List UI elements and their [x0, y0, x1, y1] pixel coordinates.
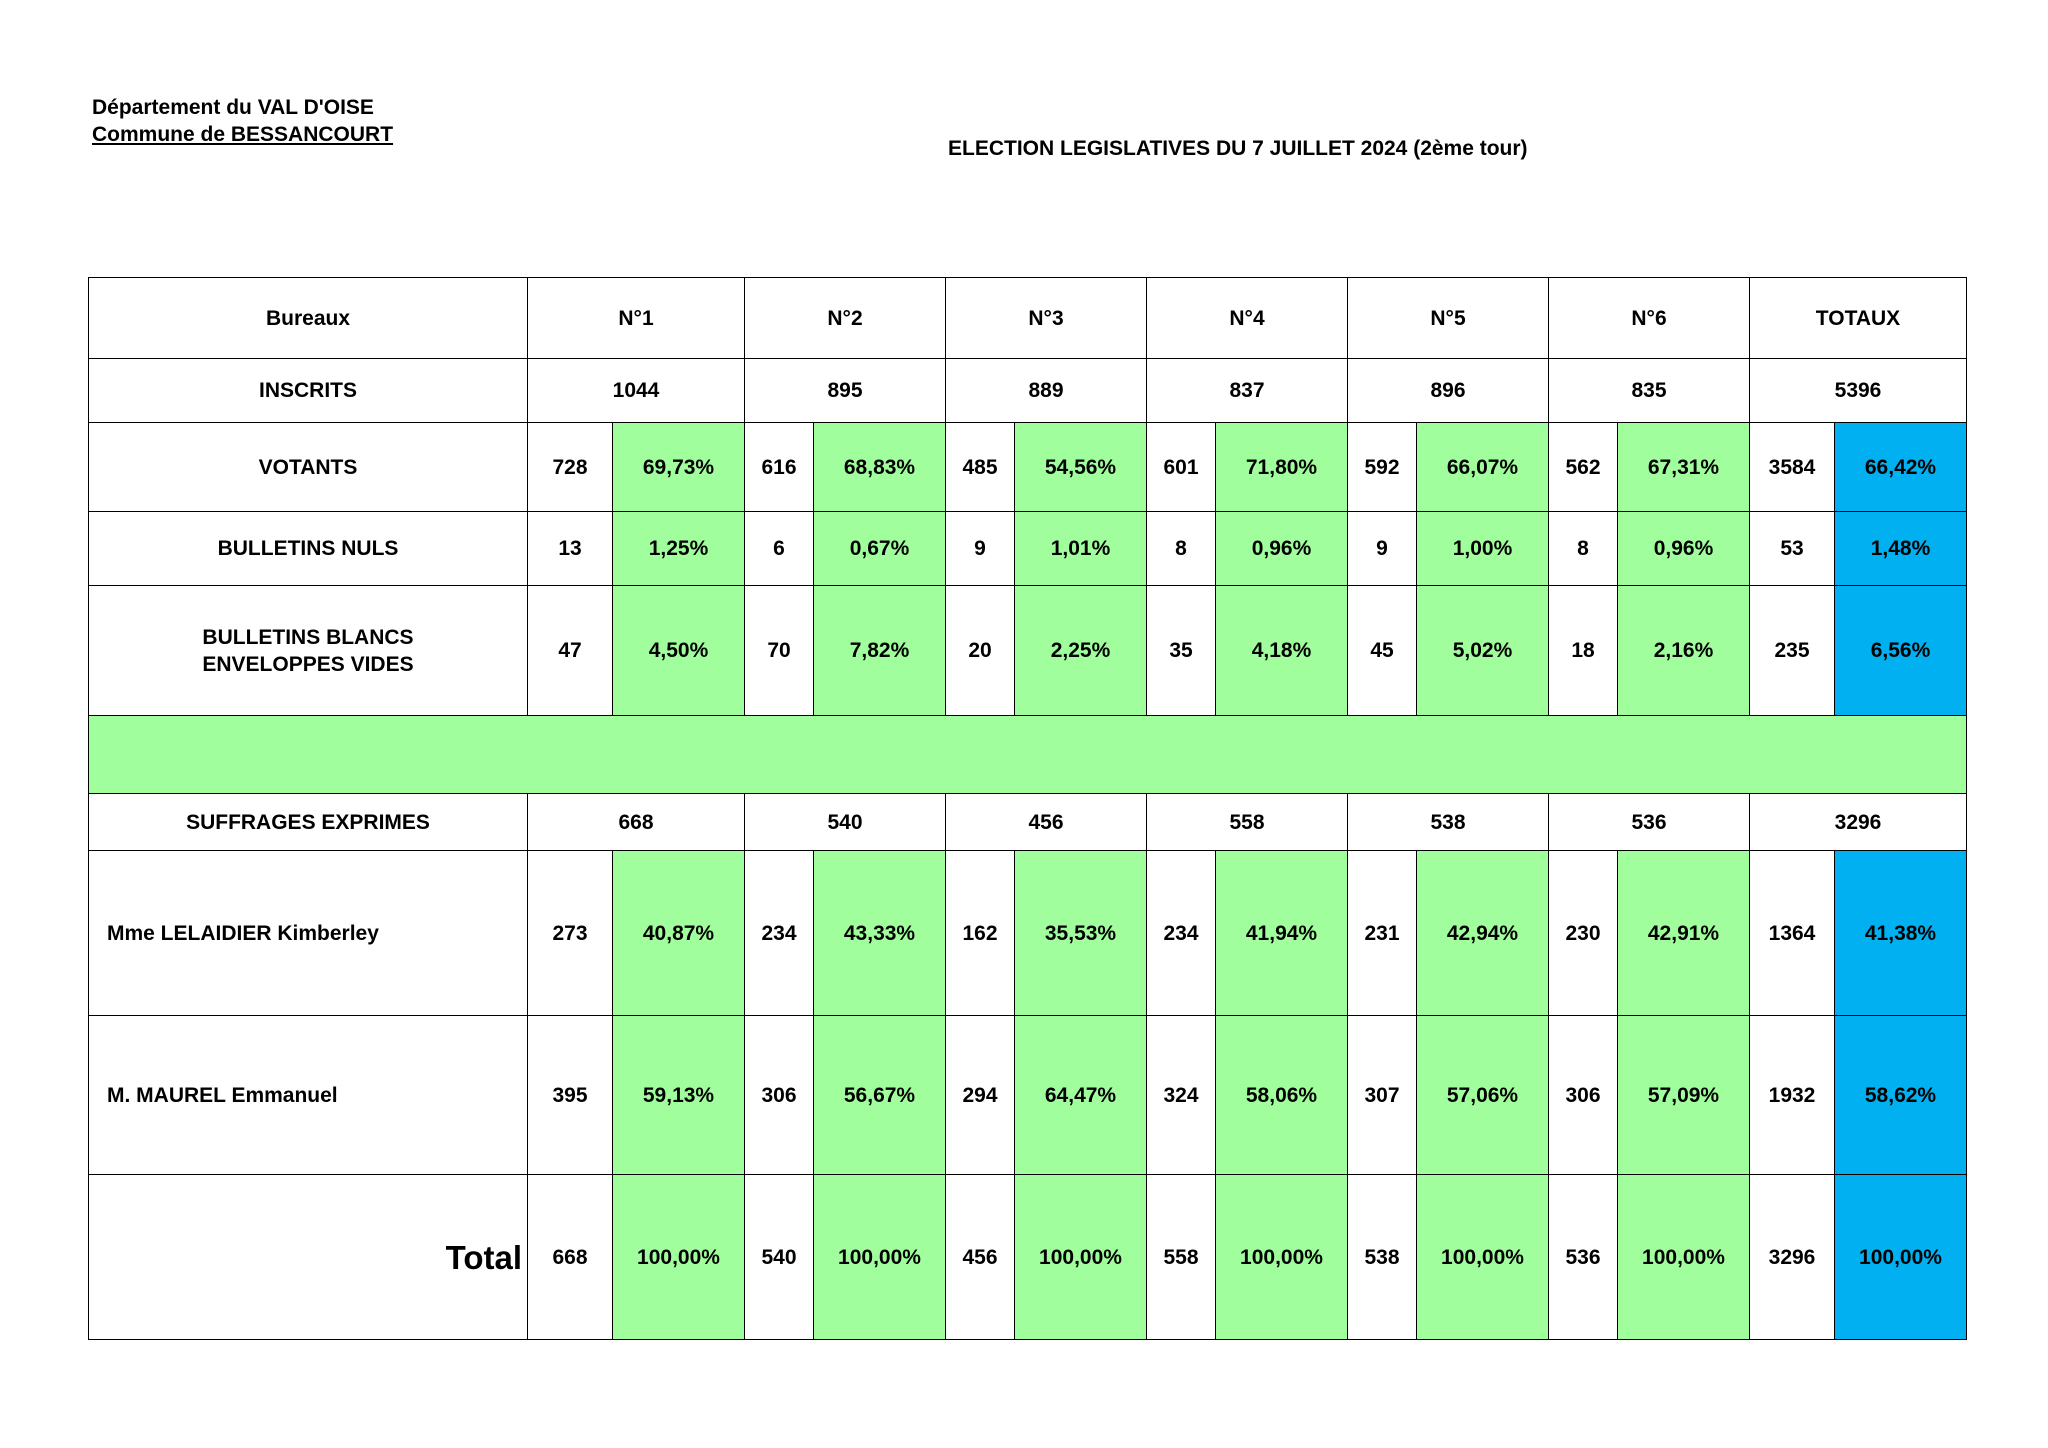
count-cell: 47 — [528, 586, 613, 716]
count-cell: 45 — [1348, 586, 1417, 716]
count-cell: 9 — [946, 512, 1015, 586]
exprimes-value: 538 — [1348, 794, 1549, 851]
count-cell: 9 — [1348, 512, 1417, 586]
exprimes-value: 668 — [528, 794, 745, 851]
count-cell: 538 — [1348, 1175, 1417, 1340]
row-label — [89, 586, 528, 716]
percent-cell: 0,67% — [814, 512, 946, 586]
bureau-header: N°6 — [1549, 278, 1750, 359]
results-table — [88, 277, 1967, 1340]
count-total-cell: 3296 — [1750, 1175, 1835, 1340]
exprimes-total: 3296 — [1750, 794, 1967, 851]
percent-total-cell: 41,38% — [1835, 851, 1967, 1016]
percent-cell: 64,47% — [1015, 1016, 1147, 1175]
count-cell: 395 — [528, 1016, 613, 1175]
percent-total-cell: 58,62% — [1835, 1016, 1967, 1175]
percent-cell: 1,25% — [613, 512, 745, 586]
percent-cell: 41,94% — [1216, 851, 1348, 1016]
row-label: VOTANTS — [89, 423, 528, 512]
count-cell: 20 — [946, 586, 1015, 716]
count-total-cell: 235 — [1750, 586, 1835, 716]
percent-cell: 100,00% — [1015, 1175, 1147, 1340]
inscrits-total: 5396 — [1750, 359, 1967, 423]
page-title: ELECTION LEGISLATIVES DU 7 JUILLET 2024 (2ème tour) — [948, 137, 1528, 160]
nuls-row — [89, 512, 1967, 586]
bureau-header: N°3 — [946, 278, 1147, 359]
percent-cell: 71,80% — [1216, 423, 1348, 512]
totaux-header: TOTAUX — [1750, 278, 1967, 359]
inscrits-value: 835 — [1549, 359, 1750, 423]
commune-label: Commune de BESSANCOURT — [92, 123, 394, 146]
bureau-header: N°2 — [745, 278, 946, 359]
count-cell: 562 — [1549, 423, 1618, 512]
inscrits-value: 896 — [1348, 359, 1549, 423]
count-cell: 668 — [528, 1175, 613, 1340]
inscrits-value: 1044 — [528, 359, 745, 423]
exprimes-row — [89, 794, 1967, 851]
candidate-row — [89, 851, 1967, 1016]
percent-cell: 42,94% — [1417, 851, 1549, 1016]
percent-cell: 57,06% — [1417, 1016, 1549, 1175]
separator-band — [89, 716, 1967, 794]
count-cell: 540 — [745, 1175, 814, 1340]
count-cell: 234 — [1147, 851, 1216, 1016]
separator-row — [89, 716, 1967, 794]
count-cell: 230 — [1549, 851, 1618, 1016]
percent-cell: 57,09% — [1618, 1016, 1750, 1175]
exprimes-value: 558 — [1147, 794, 1348, 851]
percent-cell: 58,06% — [1216, 1016, 1348, 1175]
percent-cell: 43,33% — [814, 851, 946, 1016]
count-cell: 18 — [1549, 586, 1618, 716]
count-cell: 70 — [745, 586, 814, 716]
bureau-header: N°4 — [1147, 278, 1348, 359]
percent-cell: 0,96% — [1618, 512, 1750, 586]
count-cell: 13 — [528, 512, 613, 586]
percent-cell: 54,56% — [1015, 423, 1147, 512]
inscrits-value: 889 — [946, 359, 1147, 423]
count-cell: 231 — [1348, 851, 1417, 1016]
percent-total-cell: 6,56% — [1835, 586, 1967, 716]
count-total-cell: 1932 — [1750, 1016, 1835, 1175]
candidate-name: Mme LELAIDIER Kimberley — [89, 851, 528, 1016]
count-total-cell: 53 — [1750, 512, 1835, 586]
exprimes-value: 540 — [745, 794, 946, 851]
bureau-header: N°1 — [528, 278, 745, 359]
row-label: INSCRITS — [89, 359, 528, 423]
count-cell: 456 — [946, 1175, 1015, 1340]
percent-total-cell: 66,42% — [1835, 423, 1967, 512]
count-cell: 35 — [1147, 586, 1216, 716]
percent-cell: 4,50% — [613, 586, 745, 716]
inscrits-value: 837 — [1147, 359, 1348, 423]
percent-cell: 1,01% — [1015, 512, 1147, 586]
percent-cell: 100,00% — [1417, 1175, 1549, 1340]
count-cell: 536 — [1549, 1175, 1618, 1340]
percent-cell: 5,02% — [1417, 586, 1549, 716]
percent-cell: 100,00% — [613, 1175, 745, 1340]
total-row — [89, 1175, 1967, 1340]
percent-cell: 68,83% — [814, 423, 946, 512]
count-cell: 6 — [745, 512, 814, 586]
candidate-row — [89, 1016, 1967, 1175]
count-cell: 162 — [946, 851, 1015, 1016]
percent-cell: 42,91% — [1618, 851, 1750, 1016]
inscrits-value: 895 — [745, 359, 946, 423]
inscrits-row — [89, 359, 1967, 423]
count-cell: 616 — [745, 423, 814, 512]
percent-total-cell: 100,00% — [1835, 1175, 1967, 1340]
percent-cell: 59,13% — [613, 1016, 745, 1175]
percent-cell: 66,07% — [1417, 423, 1549, 512]
percent-cell: 1,00% — [1417, 512, 1549, 586]
percent-cell: 67,31% — [1618, 423, 1750, 512]
row-label: BULLETINS NULS — [89, 512, 528, 586]
percent-cell: 4,18% — [1216, 586, 1348, 716]
percent-cell: 69,73% — [613, 423, 745, 512]
blancs-row — [89, 586, 1967, 716]
departement-label: Département du VAL D'OISE — [92, 96, 374, 119]
bureau-header: N°5 — [1348, 278, 1549, 359]
percent-cell: 2,25% — [1015, 586, 1147, 716]
exprimes-value: 456 — [946, 794, 1147, 851]
count-cell: 592 — [1348, 423, 1417, 512]
count-total-cell: 1364 — [1750, 851, 1835, 1016]
count-cell: 324 — [1147, 1016, 1216, 1175]
row-label-line: ENVELOPPES VIDES — [202, 652, 414, 676]
count-cell: 306 — [1549, 1016, 1618, 1175]
row-label: SUFFRAGES EXPRIMES — [89, 794, 528, 851]
count-cell: 8 — [1549, 512, 1618, 586]
percent-cell: 2,16% — [1618, 586, 1750, 716]
count-cell: 234 — [745, 851, 814, 1016]
count-cell: 273 — [528, 851, 613, 1016]
count-cell: 558 — [1147, 1175, 1216, 1340]
percent-cell: 7,82% — [814, 586, 946, 716]
count-cell: 728 — [528, 423, 613, 512]
bureaux-row — [89, 278, 1967, 359]
candidate-name: M. MAUREL Emmanuel — [89, 1016, 528, 1175]
percent-cell: 35,53% — [1015, 851, 1147, 1016]
count-cell: 306 — [745, 1016, 814, 1175]
total-label: Total — [89, 1175, 528, 1340]
count-cell: 307 — [1348, 1016, 1417, 1175]
percent-cell: 0,96% — [1216, 512, 1348, 586]
percent-cell: 56,67% — [814, 1016, 946, 1175]
votants-row — [89, 423, 1967, 512]
percent-total-cell: 1,48% — [1835, 512, 1967, 586]
percent-cell: 40,87% — [613, 851, 745, 1016]
exprimes-value: 536 — [1549, 794, 1750, 851]
row-label-line: BULLETINS BLANCS — [202, 625, 414, 649]
count-cell: 294 — [946, 1016, 1015, 1175]
percent-cell: 100,00% — [1618, 1175, 1750, 1340]
percent-cell: 100,00% — [814, 1175, 946, 1340]
percent-cell: 100,00% — [1216, 1175, 1348, 1340]
row-label: Bureaux — [89, 278, 528, 359]
count-cell: 8 — [1147, 512, 1216, 586]
count-cell: 485 — [946, 423, 1015, 512]
count-cell: 601 — [1147, 423, 1216, 512]
count-total-cell: 3584 — [1750, 423, 1835, 512]
